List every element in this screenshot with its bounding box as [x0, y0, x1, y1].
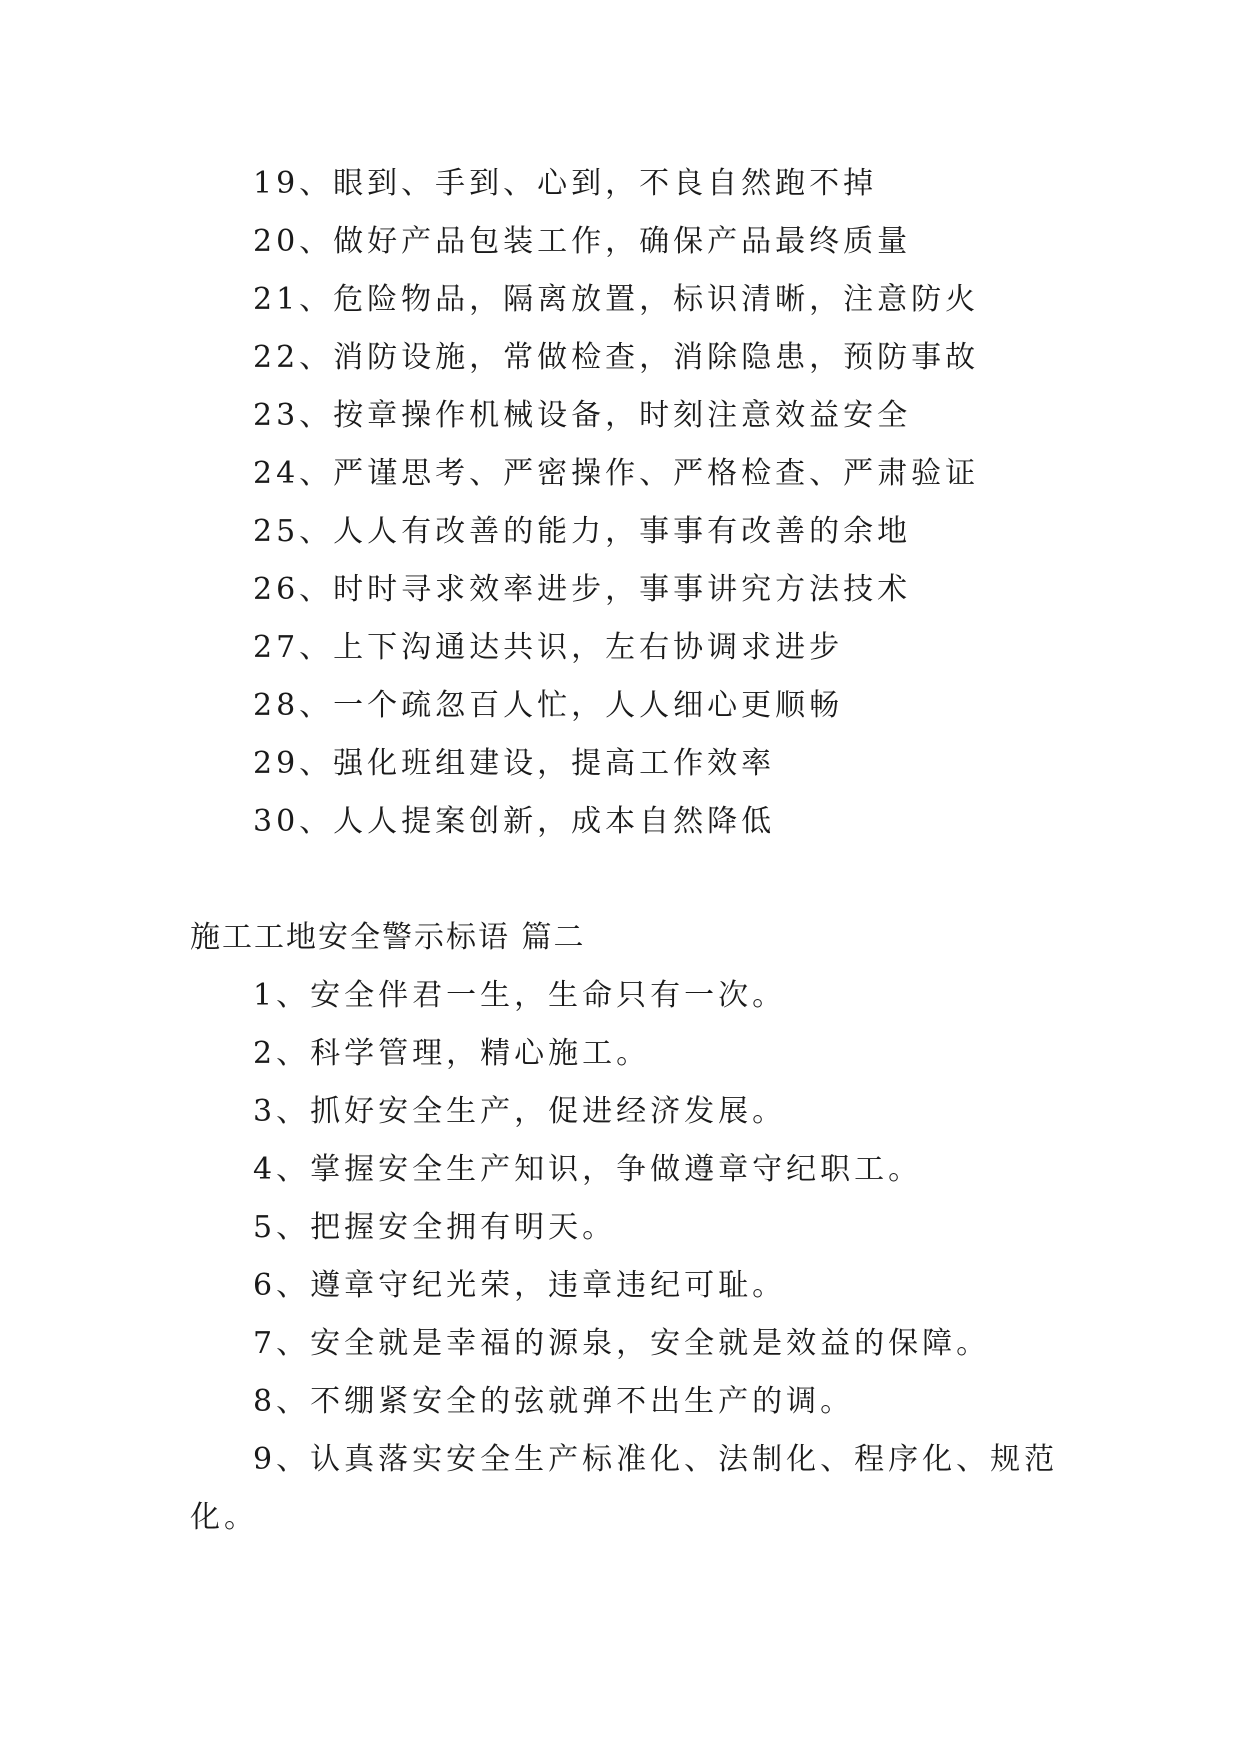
slogan-item-21: 21、危险物品，隔离放置，标识清晰，注意防火	[253, 282, 980, 317]
slogan-item-29: 29、强化班组建设，提高工作效率	[253, 746, 776, 781]
slogan-item-7: 7、安全就是幸福的源泉，安全就是效益的保障。	[253, 1326, 991, 1361]
slogan-item-26: 26、时时寻求效率进步，事事讲究方法技术	[253, 572, 912, 607]
slogan-item-19: 19、眼到、手到、心到，不良自然跑不掉	[253, 166, 878, 201]
section-heading: 施工工地安全警示标语 篇二	[190, 920, 586, 955]
slogan-item-27: 27、上下沟通达共识，左右协调求进步	[253, 630, 844, 665]
slogan-item-6: 6、遵章守纪光荣，违章违纪可耻。	[253, 1268, 787, 1303]
slogan-item-8: 8、不绷紧安全的弦就弹不出生产的调。	[253, 1384, 855, 1419]
slogan-item-22: 22、消防设施，常做检查，消除隐患，预防事故	[253, 340, 980, 375]
slogan-item-2: 2、科学管理，精心施工。	[253, 1036, 651, 1071]
slogan-item-20: 20、做好产品包装工作，确保产品最终质量	[253, 224, 912, 259]
slogan-item-30: 30、人人提案创新，成本自然降低	[253, 804, 776, 839]
slogan-item-9-continuation: 化。	[190, 1500, 258, 1535]
slogan-item-5: 5、把握安全拥有明天。	[253, 1210, 617, 1245]
slogan-item-1: 1、安全伴君一生，生命只有一次。	[253, 978, 787, 1013]
slogan-item-3: 3、抓好安全生产，促进经济发展。	[253, 1094, 787, 1129]
slogan-item-23: 23、按章操作机械设备，时刻注意效益安全	[253, 398, 912, 433]
slogan-item-4: 4、掌握安全生产知识，争做遵章守纪职工。	[253, 1152, 923, 1187]
slogan-item-28: 28、一个疏忽百人忙，人人细心更顺畅	[253, 688, 844, 723]
slogan-item-25: 25、人人有改善的能力，事事有改善的余地	[253, 514, 912, 549]
slogan-item-9: 9、认真落实安全生产标准化、法制化、程序化、规范	[253, 1442, 1059, 1477]
slogan-item-24: 24、严谨思考、严密操作、严格检查、严肃验证	[253, 456, 980, 491]
